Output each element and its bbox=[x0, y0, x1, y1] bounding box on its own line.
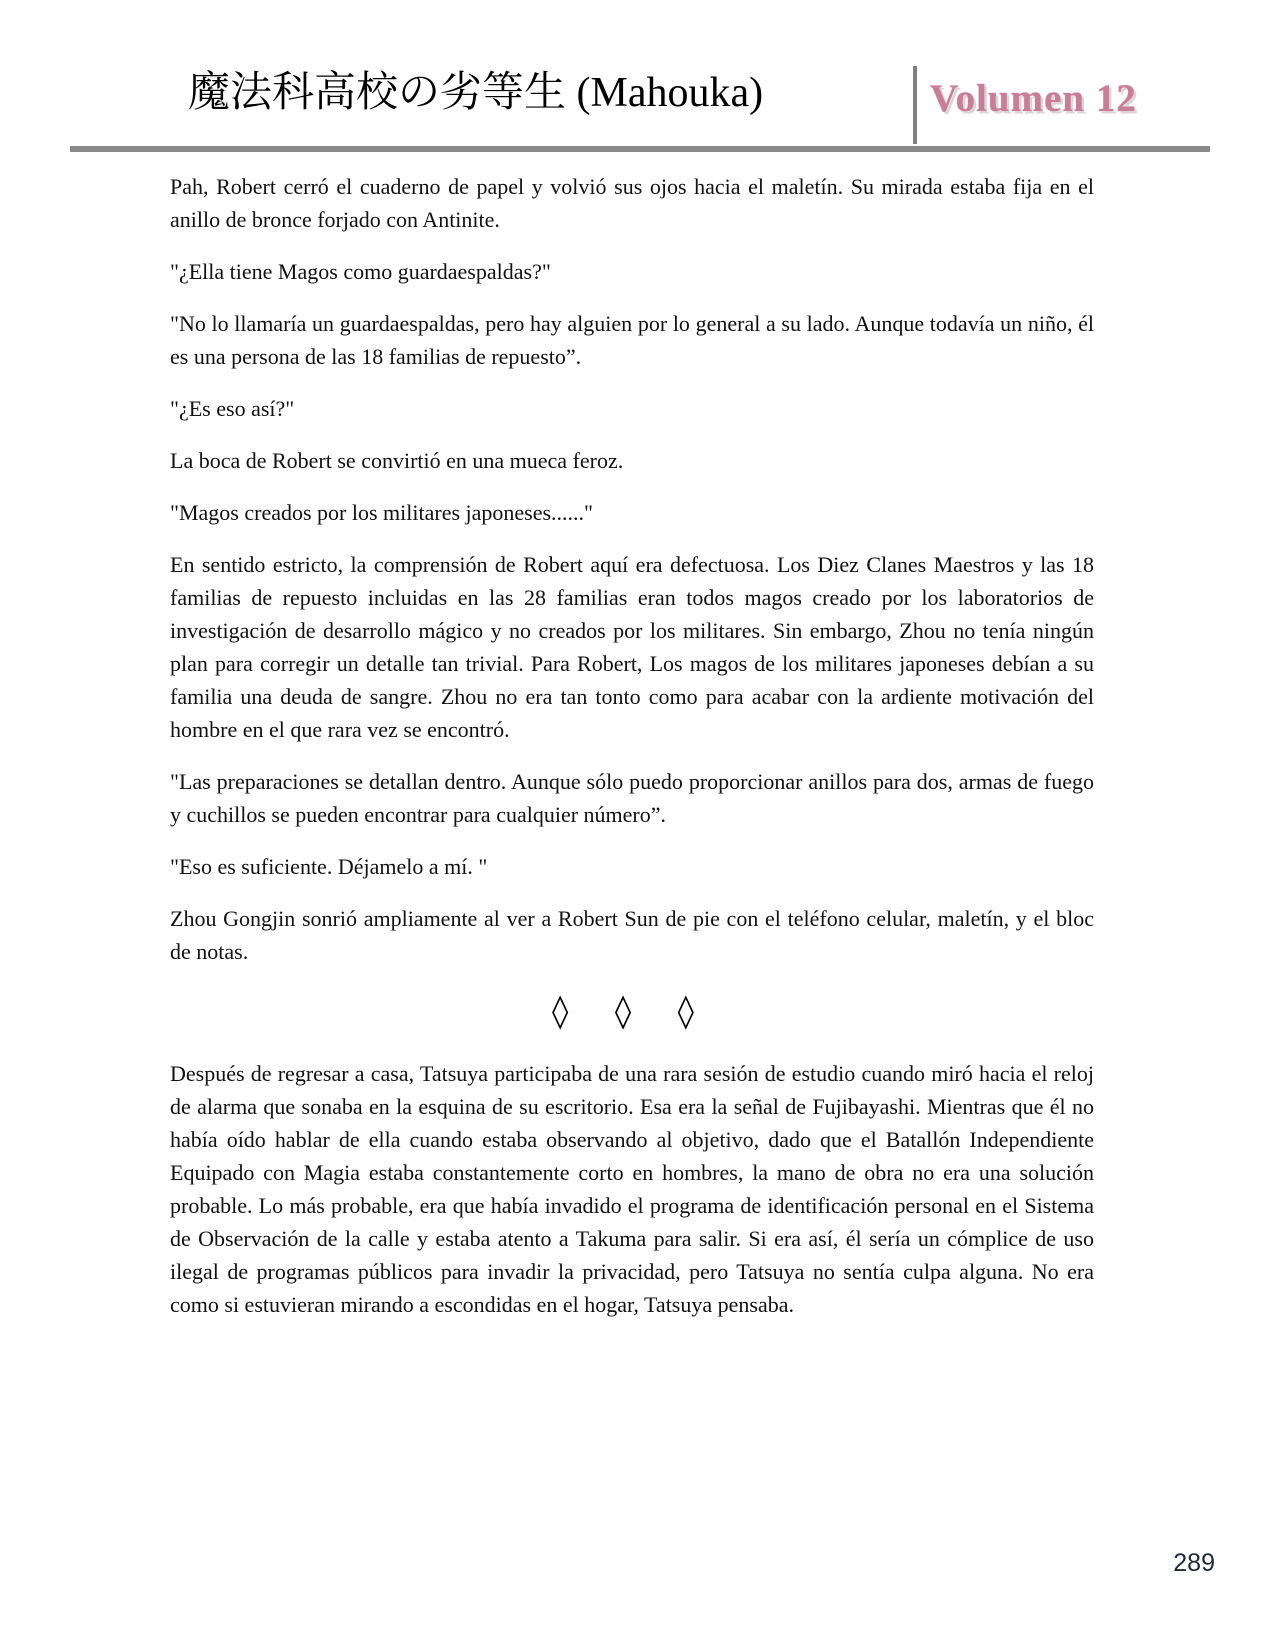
page-number: 289 bbox=[1173, 1549, 1215, 1577]
header-horizontal-rule bbox=[70, 146, 1210, 152]
paragraph: "¿Es eso así?" bbox=[170, 396, 295, 421]
paragraph: La boca de Robert se convirtió en una mueca feroz. bbox=[170, 448, 624, 473]
page-body-text bbox=[170, 170, 1094, 1340]
paragraph: "Las preparaciones se detallan dentro. Aunque sólo puedo proporcionar anillos para dos, armas de fuego y cuchillos se pueden encontrar para cualquier número”. bbox=[170, 769, 1094, 827]
header-vertical-divider bbox=[913, 66, 917, 144]
paragraph: "No lo llamaría un guardaespaldas, pero hay alguien por lo general a su lado. Aunque todavía un niño, él es una persona de las 18 familias de repuesto”. bbox=[170, 311, 1094, 369]
paragraph: Después de regresar a casa, Tatsuya participaba de una rara sesión de estudio cuando miró hacia el reloj de alarma que sonaba en la esquina de su escritorio. Esa era la señal de Fujibayashi. Mientras que él no había oído hablar de ella cuando estaba observando al objetivo, dado que el Batallón Independiente Equipado con Magia estaba constantemente corto en hombres, la mano de obra no era una solución probable. Lo más probable, era que había invadido el programa de identificación personal en el Sistema de Observación de la calle y estaba atento a Takuma para salir. Si era así, él sería un cómplice de uso ilegal de programas públicos para invadir la privacidad, pero Tatsuya no sentía culpa alguna. No era como si estuvieran mirando a escondidas en el hogar, Tatsuya pensaba. bbox=[170, 1061, 1094, 1317]
paragraph: En sentido estricto, la comprensión de Robert aquí era defectuosa. Los Diez Clanes Maestros y las 18 familias de repuesto incluidas en las 28 familias eran todos magos creado por los laboratorios de investigación de desarrollo mágico y no creados por los militares. Sin embargo, Zhou no tenía ningún plan para corregir un detalle tan trivial. Para Robert, Los magos de los militares japoneses debían a su familia una deuda de sangre. Zhou no era tan tonto como para acabar con la ardiente motivación del hombre en el que rara vez se encontró. bbox=[170, 552, 1094, 742]
paragraph: "Eso es suficiente. Déjamelo a mí. " bbox=[170, 854, 488, 879]
scene-break-divider: ◊ ◊ ◊ bbox=[552, 991, 712, 1030]
paragraph: "¿Ella tiene Magos como guardaespaldas?" bbox=[170, 259, 551, 284]
page-header-title: 魔法科高校の劣等生 (Mahouka) bbox=[188, 70, 764, 116]
paragraph: Pah, Robert cerró el cuaderno de papel y volvió sus ojos hacia el maletín. Su mirada estaba fija en el anillo de bronce forjado con Antinite. bbox=[170, 174, 1094, 232]
paragraph: Zhou Gongjin sonrió ampliamente al ver a Robert Sun de pie con el teléfono celular, maletín, y el bloc de notas. bbox=[170, 906, 1094, 964]
paragraph: "Magos creados por los militares japoneses......" bbox=[170, 500, 594, 525]
volume-label: Volumen 12 bbox=[930, 77, 1137, 120]
